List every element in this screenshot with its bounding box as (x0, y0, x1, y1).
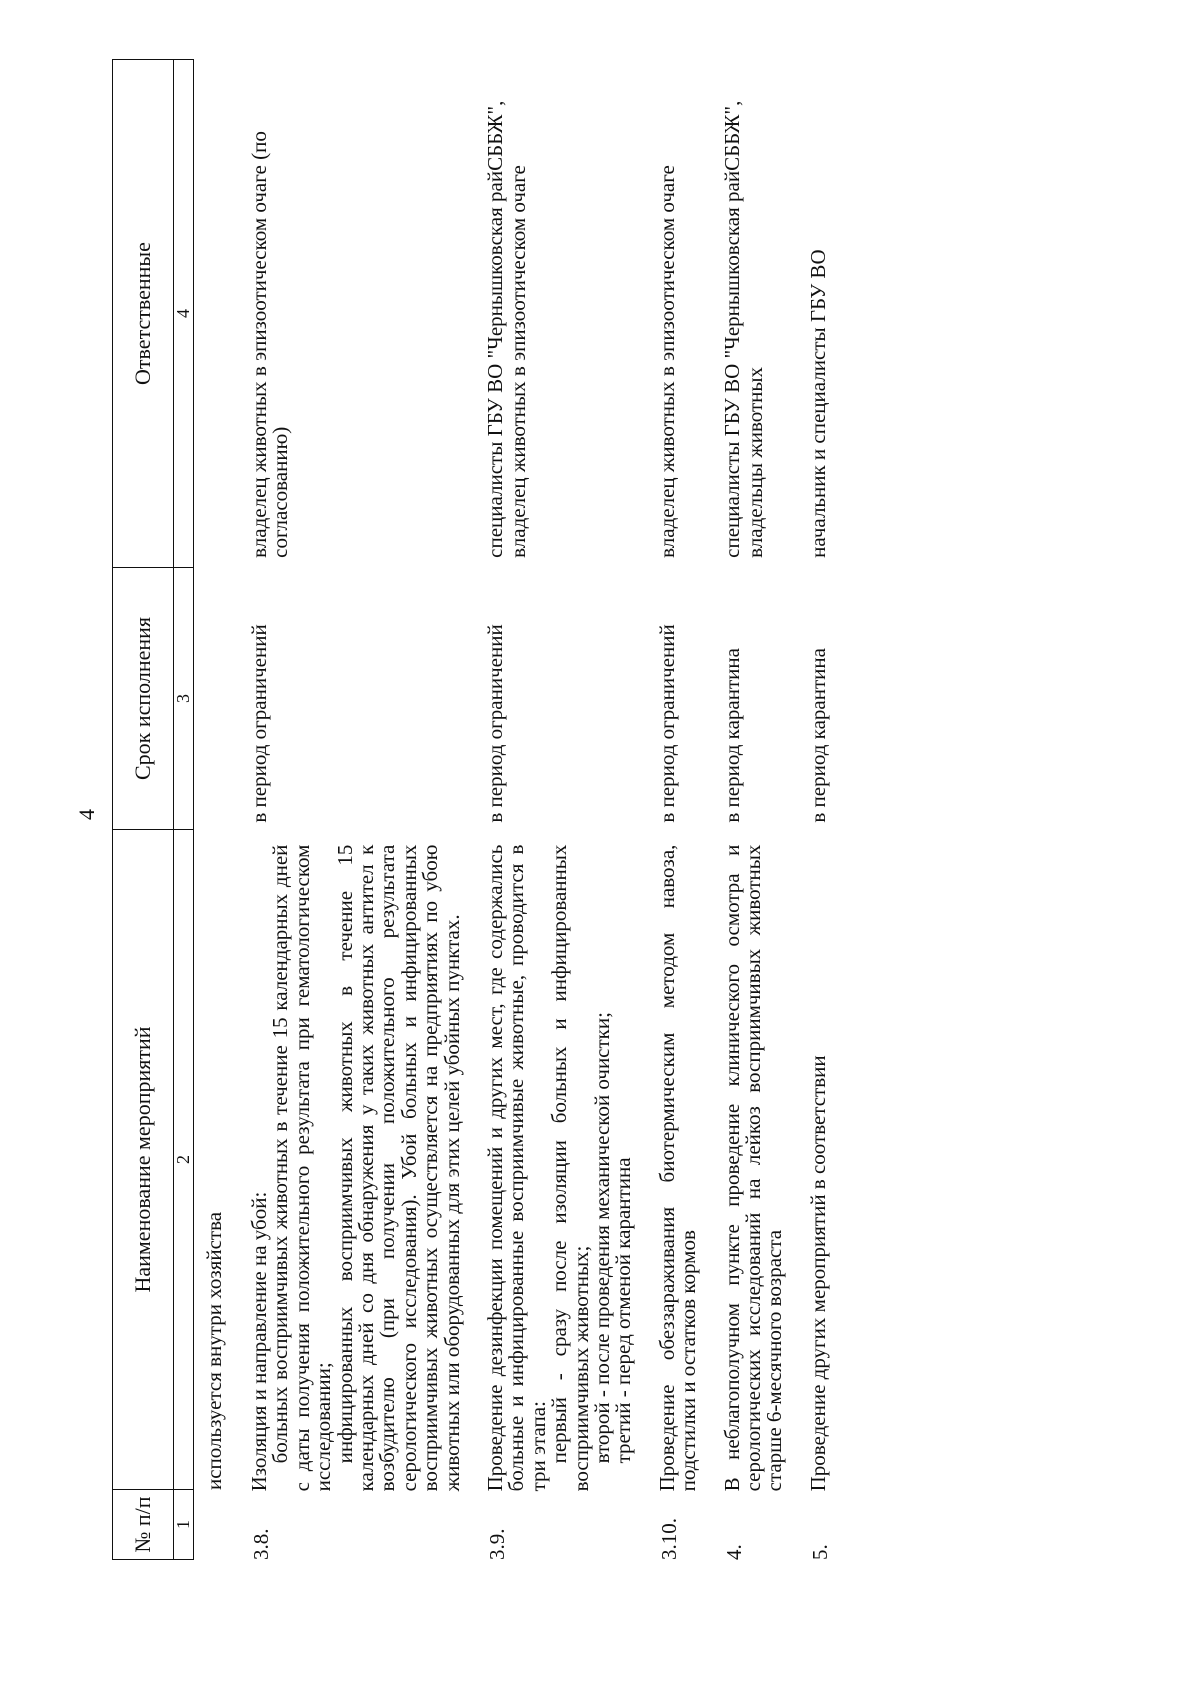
continuation-text: используется внутри хозяйства (201, 1211, 226, 1490)
column-number-3: 3 (174, 568, 194, 830)
row-activity (719, 844, 787, 1492)
activity-paragraph: Изоляция и направление на убой: (246, 1191, 271, 1492)
activity-paragraph: В неблагополучном пункте проведение клинического осмотра и серологических исследований на лейкоз восприимчивых животных старше 6-месячного возраста (719, 844, 787, 1492)
row-responsible (246, 60, 463, 566)
row-term: в период ограничений (654, 624, 679, 823)
row-term: в период карантина (719, 648, 744, 823)
row-activity (246, 844, 464, 1492)
row-responsible (482, 60, 635, 566)
column-number-4: 4 (174, 60, 194, 568)
row-activity (805, 845, 831, 1492)
activity-paragraph: Проведение дезинфекции помещений и других мест, где содержались больные и инфицированные восприимчивые животные, проводится в три этапа: (482, 844, 550, 1492)
responsible-text: специалисты ГБУ ВО "Чернышковская райСББЖ", (719, 100, 744, 558)
row-responsible (719, 60, 786, 566)
row-number: 3.10. (656, 1518, 681, 1560)
responsible-text: специалисты ГБУ ВО "Чернышковская райСББЖ", (482, 100, 507, 558)
table-row (719, 60, 787, 1560)
responsible-text: владелец животных в эпизоотическом очаге (по согласованию) (246, 131, 293, 558)
responsible-text: владельцы животных (743, 366, 768, 558)
column-number-2: 2 (174, 830, 194, 1490)
row-number: 5. (807, 1544, 832, 1560)
responsible-text: владелец животных в эпизоотическом очаге (506, 165, 531, 558)
row-term: в период ограничений (246, 624, 271, 823)
activity-paragraph: Проведение обеззараживания биотермическим методом навоза, подстилки и остатков кормов (654, 844, 701, 1492)
row-responsible (654, 60, 700, 566)
row-activity (482, 844, 636, 1492)
header-term: Срок исполнения (113, 568, 174, 830)
row-number: 3.8. (248, 1528, 273, 1560)
row-term: в период карантина (805, 648, 830, 823)
header-activity: Наименование мероприятий (113, 830, 174, 1490)
responsible-text: начальник и специалисты ГБУ ВО (805, 249, 830, 558)
row-responsible (805, 60, 831, 566)
activity-paragraph: больных восприимчивых животных в течение 15 календарных дней с даты получения положительного результата при гематологическом исследовании; (268, 844, 336, 1492)
row-activity (654, 844, 701, 1492)
table-row (482, 60, 636, 1560)
header-responsible: Ответственные (113, 60, 174, 568)
responsible-text: владелец животных в эпизоотическом очаге (654, 165, 679, 558)
row-number: 4. (721, 1544, 746, 1560)
page-number: 4 (74, 809, 99, 820)
table-header (112, 59, 194, 1560)
column-number-1: 1 (174, 1490, 194, 1560)
activity-paragraph: второй - после проведения механической очистки; (589, 1012, 614, 1464)
rotated-document (112, 60, 1112, 1560)
activity-paragraph: первый - сразу после изоляции больных и инфицированных восприимчивых животных; (547, 844, 593, 1492)
table-row (654, 60, 701, 1560)
row-number: 3.9. (484, 1528, 509, 1560)
activity-paragraph: третий - перед отменой карантина (611, 1157, 636, 1464)
activity-paragraph: инфицированных восприимчивых животных в течение 15 календарных дней со дня обнаружения у таких животных антител к возбудителю (при получении положительного результата серологического исследования). Убой больных и инфицированных восприимчивых животных осуществляется на предприятиях по убою животных или оборудованных для этих целей убойных пунктах. (332, 844, 464, 1492)
row-term: в период ограничений (482, 624, 507, 823)
header-number: № п/п (113, 1490, 174, 1560)
table-row (805, 60, 832, 1560)
table-body (202, 60, 831, 1560)
activity-paragraph: Проведение других мероприятий в соответствии (805, 1055, 830, 1492)
table-row (246, 60, 464, 1560)
